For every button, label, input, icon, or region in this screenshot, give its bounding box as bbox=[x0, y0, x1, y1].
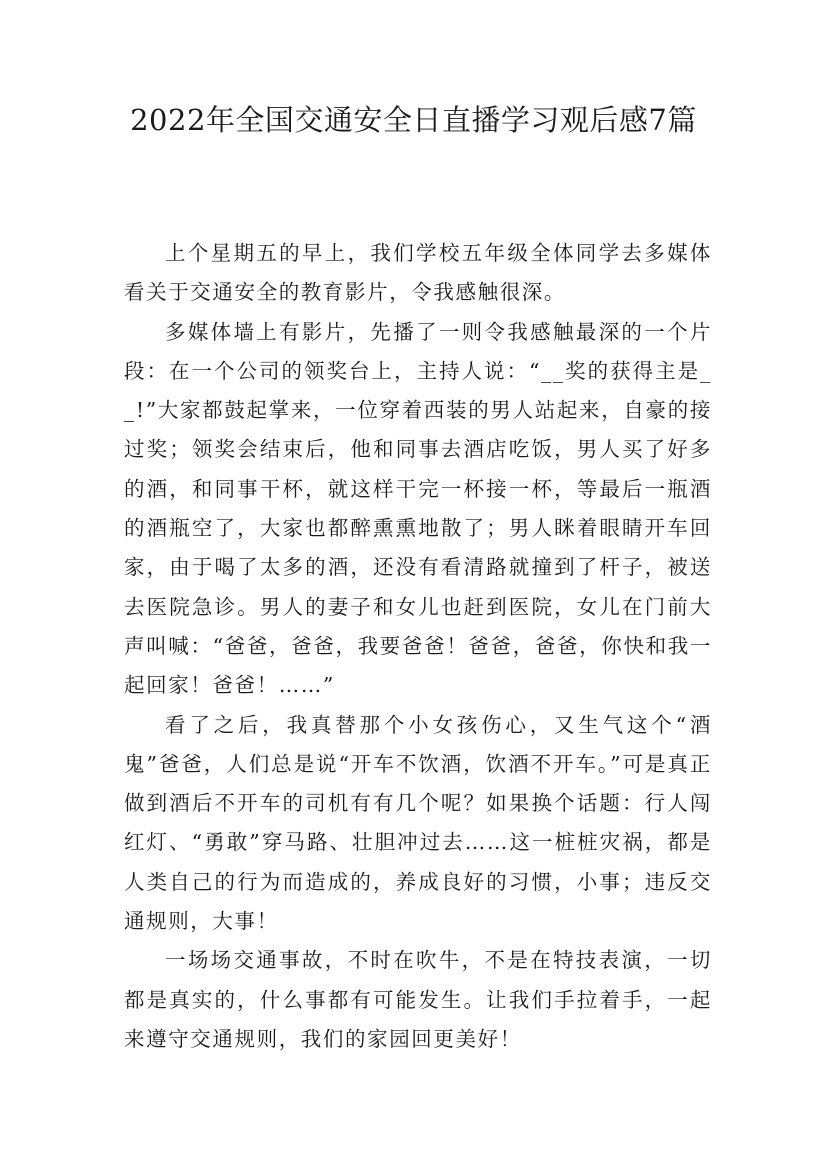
document-body bbox=[124, 234, 712, 1059]
document-title: 2022年全国交通安全日直播学习观后感7篇 bbox=[130, 103, 697, 137]
paragraph-2: 多媒体墙上有影片，先播了一则令我感触最深的一个片段：在一个公司的领奖台上，主持人说：“__奖的获得主是__!”大家都鼓起掌来，一位穿着西装的男人站起来，自豪的接过奖；领奖会结束后，他和同事去酒店吃饭，男人买了好多的酒，和同事干杯，就这样干完一杯接一杯，等最后一瓶酒的酒瓶空了，大家也都醉熏熏地散了；男人眯着眼睛开车回家，由于喝了太多的酒，还没有看清路就撞到了杆子，被送去医院急诊。男人的妻子和女儿也赶到医院，女儿在门前大声叫喊：“爸爸，爸爸，我要爸爸！爸爸，爸爸，你快和我一起回家！爸爸！……” bbox=[124, 319, 712, 698]
paragraph-3: 看了之后，我真替那个小女孩伤心，又生气这个“酒鬼”爸爸，人们总是说“开车不饮酒，饮酒不开车。”可是真正做到酒后不开车的司机有有几个呢？如果换个话题：行人闯红灯、“勇敢”穿马路、壮胆冲过去……这一桩桩灾祸，都是人类自己的行为而造成的，养成良好的习惯，小事；违反交通规则，大事！ bbox=[124, 712, 712, 934]
paragraph-4: 一场场交通事故，不时在吹牛，不是在特技表演，一切都是真实的，什么事都有可能发生。让我们手拉着手，一起来遵守交通规则，我们的家园回更美好！ bbox=[124, 948, 712, 1051]
paragraph-1: 上个星期五的早上，我们学校五年级全体同学去多媒体看关于交通安全的教育影片，令我感触很深。 bbox=[124, 241, 712, 305]
